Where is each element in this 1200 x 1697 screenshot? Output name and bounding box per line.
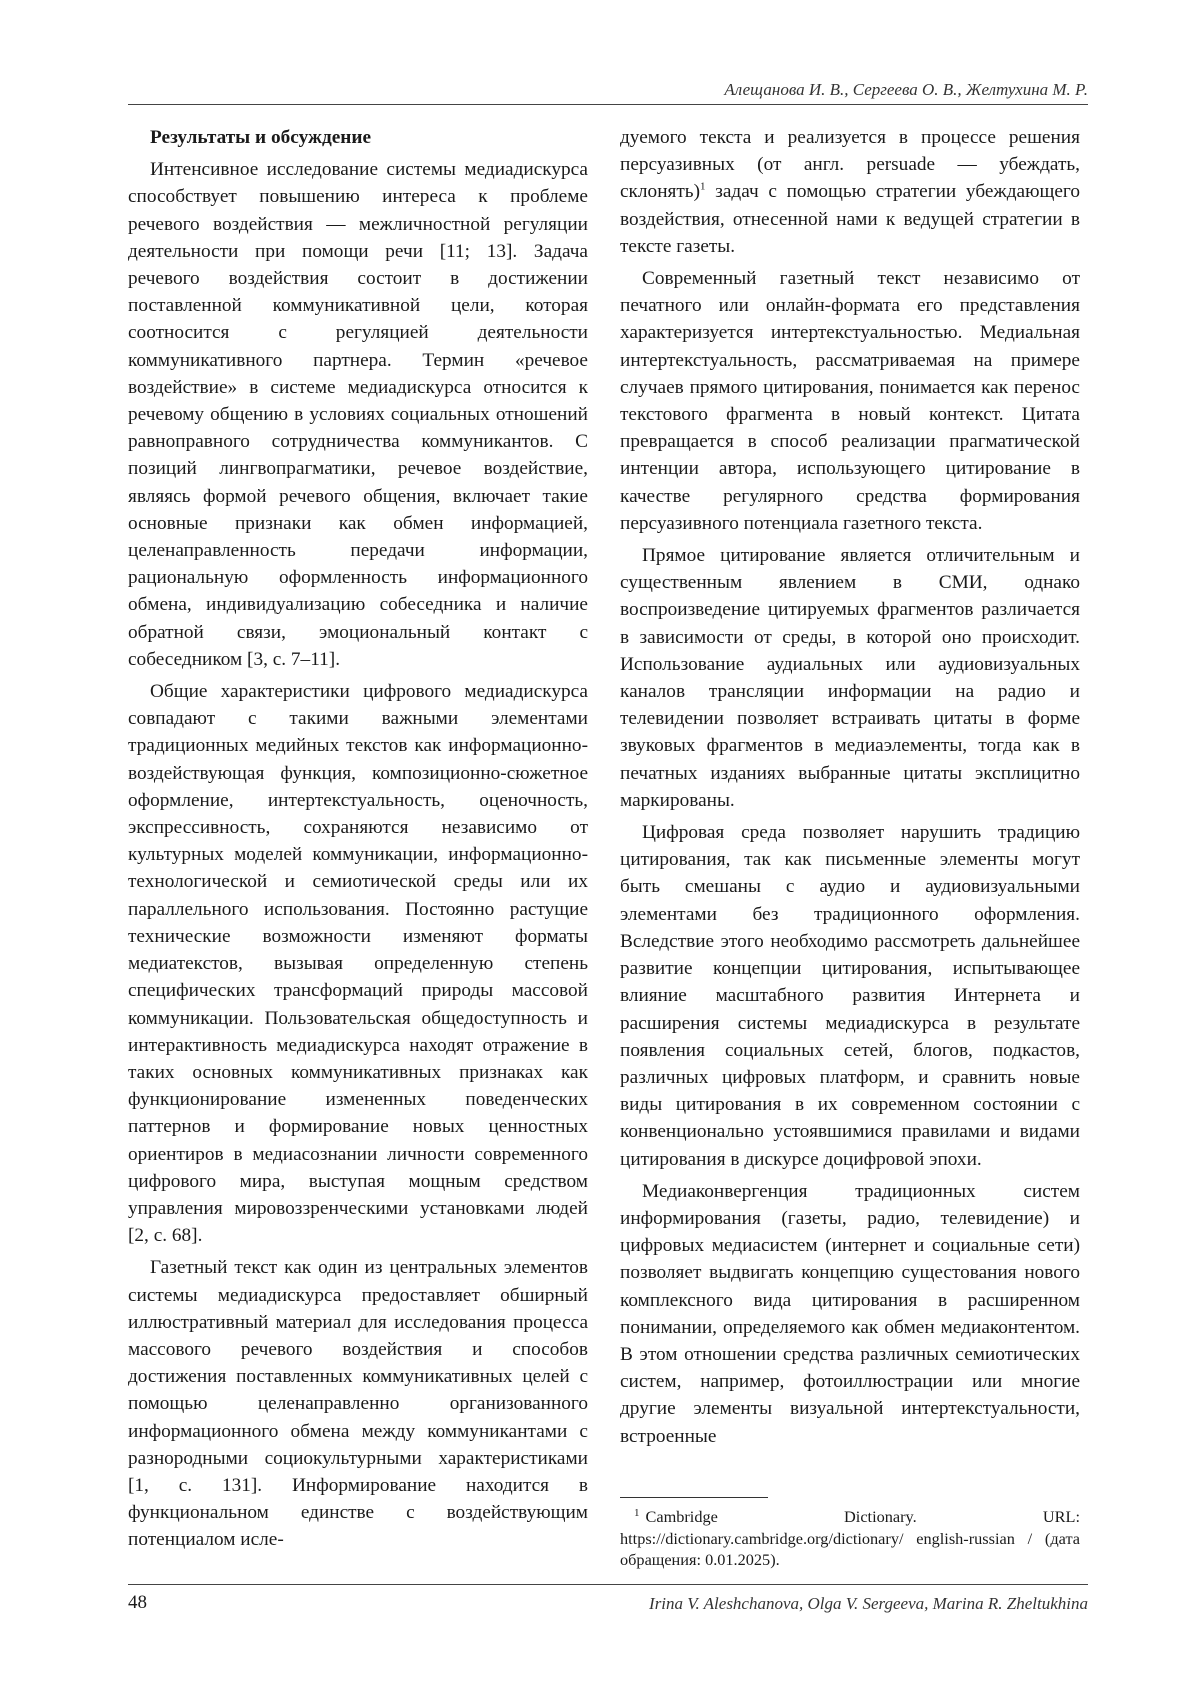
running-head-authors: Алещанова И. В., Сергеева О. В., Желтухина М. Р.	[724, 80, 1088, 99]
paragraph-intertextuality: Современный газетный текст независимо от печатного или онлайн-формата его представления характеризуется интертекстуальностью. Медиальная интертекстуальность, рассматриваемая на примере случаев прямого цитирования, понимается как перенос текстового фрагмента в новый контекст. Цитата превращается в способ реализации прагматической интенции автора, использующего цитирование в качестве регулярного средства формирования персуазивного потенциала газетного текста.	[620, 268, 1080, 534]
paragraph-digital-media-discourse: Общие характеристики цифрового медиадискурса совпадают с такими важными элементами традиционных медийных текстов как информационно-воздействующая функция, композиционно-сюжетное оформление, интертекстуальность, оценочность, экспрессивность, сохраняются независимо от культурных моделей коммуникации, информационно-технологической и семиотической среды или их параллельного использования. Постоянно растущие технические возможности изменяют форматы медиатекстов, вызывая определенную степень специфических трансформаций природы массовой коммуникации. Пользовательская общедоступность и интерактивность медиадискурса находят отражение в таких основных коммуникативных признаках как функционирование измененных поведенческих паттернов и формирование новых ценностных ориентиров в медиасознании личности современного цифрового мира, выступая мощным средством управления мировоззренческими установками людей [2, с. 68].	[128, 681, 588, 1247]
footnote-rule	[620, 1497, 768, 1498]
footnote	[620, 1506, 1080, 1571]
paragraph-newspaper-text: Газетный текст как один из центральных элементов системы медиадискурса предоставляет обширный иллюстративный материал для исследования процесса массового речевого воздействия и способов достижения поставленных коммуникативных целей с помощью целенаправленно организованного информационного обмена между коммуникантами с разнородными социокультурными характеристиками [1, с. 131]. Информирование находится в функциональном единстве с воздействующим потенциалом исле-	[128, 1257, 588, 1551]
footnote-text: Cambridge Dictionary. URL: https://dictionary.cambridge.org/dictionary/ english-russian / (дата обращения: 0.01.2025).	[620, 1507, 1080, 1569]
left-column	[128, 124, 588, 1559]
paragraph-digital-environment: Цифровая среда позволяет нарушить традицию цитирования, так как письменные элементы могут быть смешаны с аудио и аудиовизуальными элементами без традиционного оформления. Вследствие этого необходимо рассмотреть дальнейшее развитие концепции цитирования, испытывающее влияние масштабного развития Интернета и расширения системы медиадискурса в результате появления социальных сетей, блогов, подкастов, различных цифровых платформ, и сравнить новые виды цитирования в их современном состоянии с конвенционально устоявшимися правилами и видами цитирования в дискурсе доцифровой эпохи.	[620, 822, 1080, 1170]
paragraph-direct-quotation: Прямое цитирование является отличительным и существенным явлением в СМИ, однако воспроизведение цитируемых фрагментов различается в зависимости от среды, в которой оно происходит. Использование аудиальных или аудиовизуальных каналов трансляции информации на радио и телевидении позволяет встраивать цитаты в форме звуковых фрагментов в медиаэлементы, тогда как в печатных изданиях выбранные цитаты эксплицитно маркированы.	[620, 545, 1080, 811]
page-number: 48	[128, 1592, 147, 1613]
continuation-text-a: дуемого текста и реализуется в процессе решения персуазивных (от англ. persuade — убеждать, склонять)	[620, 127, 1080, 203]
footer-rule	[128, 1584, 1088, 1585]
header-rule	[128, 104, 1088, 105]
section-heading: Результаты и обсуждение	[150, 127, 372, 148]
continuation-text-b: задач с помощью стратегии убеждающего воздействия, отнесенной нами к ведущей стратегии в тексте газеты.	[620, 181, 1080, 257]
paragraph-media-convergence: Медиаконвергенция традиционных систем информирования (газеты, радио, телевидение) и цифровых медиасистем (интернет и социальные сети) позволяет выдвигать концепцию сущестования нового комплексного вида цитирования в расширенном понимании, определяемого как обмен медиаконтентом. В этом отношении средства различных семиотических систем, например, фотоиллюстрации или многие другие элементы визуальной интертекстуальности, встроенные	[620, 1180, 1080, 1447]
right-column	[620, 124, 1080, 1455]
paragraph-continuation	[620, 124, 1080, 260]
paragraph-speech-influence: Интенсивное исследование системы медиадискурса способствует повышению интереса к проблеме речевого воздействия — межличностной регуляции деятельности при помощи речи [11; 13]. Задача речевого воздействия состоит в достижении поставленной коммуникативной цели, которая соотносится с регуляцией деятельности коммуникативного партнера. Термин «речевое воздействие» в системе медиадискурса относится к речевому общению в условиях социальных отношений равноправного сотрудничества коммуникантов. С позиций лингвопрагматики, речевое воздействие, являясь формой речевого общения, включает такие основные признаки как обмен информацией, целенаправленность передачи информации, рациональную оформленность информационного обмена, индивидуализацию собеседника и наличие обратной связи, эмоциональный контакт с собеседником [3, с. 7–11].	[128, 159, 588, 670]
running-foot-authors: Irina V. Aleshchanova, Olga V. Sergeeva, Marina R. Zheltukhina	[649, 1594, 1088, 1613]
footnote-mark: 1	[634, 1506, 640, 1519]
footnote-reference: 1	[700, 180, 706, 193]
